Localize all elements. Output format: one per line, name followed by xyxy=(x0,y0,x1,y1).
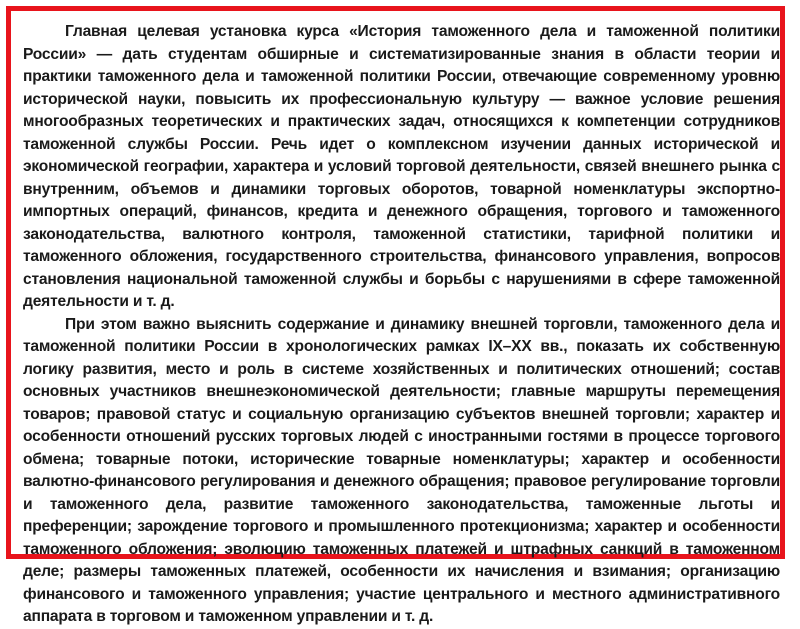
paragraph-study-topics: При этом важно выяснить содержание и динамику внешней торговли, таможенного дела и таможенной политики России в хронологических рамках IX–XX вв., показать их собственную логику развития, место и роль в системе хозяйственных и политических отношений; состав основных участников внешнеэкономической деятельности; главные маршруты перемещения товаров; правовой статус и социальную организацию субъектов внешней торговли; характер и особенности отношений русских торговых людей с иностранными гостями в процессе торгового обмена; товарные потоки, исторические товарные номенклатуры; характер и особенности валютно-финансового регулирования и денежного обращения; правовое регулирование торговли и таможенного дела, развитие таможенного законодательства, таможенные льготы и преференции; зарождение торгового и промышленного протекционизма; характер и особенности таможенного обложения; эволюцию таможенных платежей и штрафных санкций в таможенном деле; размеры таможенных платежей, особенности их начисления и взимания; организацию финансового и таможенного управления; участие центрального и местного административного аппарата в торговом и таможенном управлении и т. д. xyxy=(23,315,780,625)
slide-text-block xyxy=(23,21,780,629)
slide-border-frame xyxy=(6,6,785,625)
paragraph-course-goal: Главная целевая установка курса «История таможенного дела и таможенной политики России» — дать студентам обширные и систематизированные знания в области теории и практики таможенного дела и таможенной политики России, отвечающие современному уровню исторической науки, повысить их профессиональную культуру — важное условие решения многообразных теоретических и практических задач, относящихся к компетенции сотрудников таможенной службы России. Речь идет о комплексном изучении данных исторической и экономической географии, характера и условий торговой деятельности, связей внешнего рынка с внутренним, объемов и динамики торговых оборотов, товарной номенклатуры экспортно-импортных операций, финансов, кредита и денежного обращения, торгового и таможенного законодательства, валютного контроля, таможенной статистики, тарифной политики и таможенного обложения, государственного строительства, финансового управления, вопросов становления национальной таможенной службы и борьбы с нарушениями в сфере таможенной деятельности и т. д. xyxy=(23,23,780,310)
